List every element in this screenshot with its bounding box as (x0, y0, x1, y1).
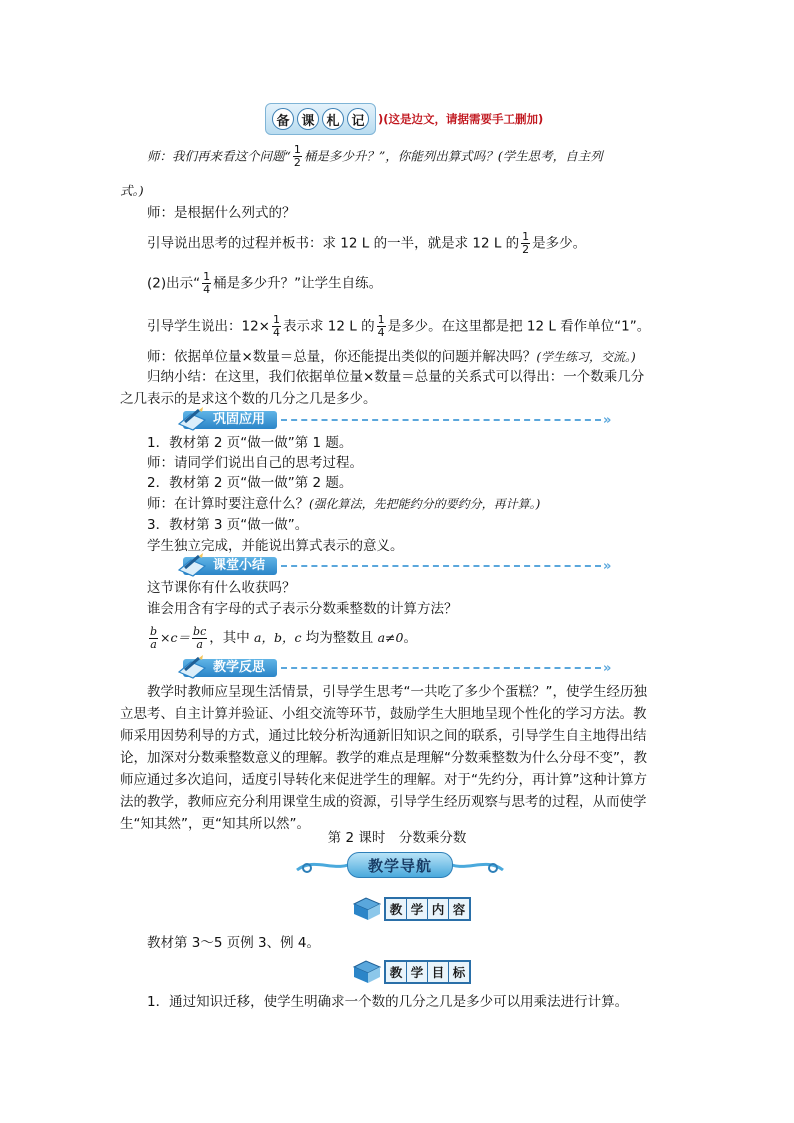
section-header-summary (183, 556, 611, 576)
section-title-text: 巩固应用 (213, 412, 266, 427)
text-line (147, 494, 654, 514)
section-title (183, 659, 277, 677)
text-line (147, 144, 654, 169)
double-chevron-icon: » (603, 660, 612, 676)
pencil-book-icon (177, 406, 207, 432)
fraction-numerator: bc (193, 624, 207, 638)
section-divider (281, 419, 601, 421)
banner-note: )(这是边文，请据需要手工删加) (378, 112, 544, 126)
section-divider (281, 565, 601, 567)
fraction (192, 626, 207, 651)
text-line (147, 314, 654, 339)
text-line: 师：请同学们说出自己的思考过程。 (147, 455, 363, 471)
section-divider (281, 667, 601, 669)
fraction (521, 231, 530, 256)
pencil-book-icon (177, 552, 207, 578)
fraction (149, 626, 158, 651)
text-segment: 均为整数且 (301, 630, 378, 646)
text-segment: 表示求 12 L 的 (283, 318, 375, 335)
text-line (147, 347, 654, 367)
text-line: 师：是根据什么列式的？ (147, 205, 296, 221)
heading-char: 教 (386, 962, 407, 982)
text-segment: 。 (403, 630, 417, 646)
reflection-paragraph: 教学时教师应呈现生活情景，引导学生思考“一共吃了多少个蛋糕？”，使学生经历独立思考、自主计算并验证、小组交流等环节，鼓励学生大胆地呈现个性化的学习方法。教师采用因势利导的方式，通过比较分析沟通新旧知识之间的联系，引导学生自主地得出结论，加深对分数乘整数意义的理解。教学的难点是理解“分数乘整数为什么分母不变”，教师应通过多次追问，适度引导转化来促进学生的理解。对于“先约分，再计算”这种计算方法的教学，教师应充分利用课堂生成的资源，引导学生经历观察与思考的过程，从而使学生“知其然”，更“知其所以然”。 (120, 684, 647, 832)
section-header-reflection (183, 658, 611, 678)
heading-char: 内 (428, 899, 449, 919)
text-line: 2．教材第 2 页“做一做”第 2 题。 (147, 475, 353, 491)
text-segment: 引导学生说出：12× (147, 318, 270, 335)
lesson-title: 第 2 课时 分数乘分数 (327, 830, 467, 846)
banner-char: 课 (297, 108, 319, 130)
fraction-numerator: b (150, 624, 158, 638)
text-line: 这节课你有什么收获吗？ (147, 580, 296, 596)
heading-box (384, 897, 471, 921)
text-line (120, 181, 654, 201)
fraction (293, 144, 302, 169)
heading-char: 学 (407, 962, 428, 982)
heading-char: 容 (452, 902, 466, 917)
text-line (147, 271, 654, 296)
text-segment: 桶是多少升？”，你能列出算式吗？(学生思考，自主列 (303, 148, 603, 164)
summary-paragraph: 归纳小结：在这里，我们依据单位量×数量＝总量的关系式可以得出：一个数乘几分之几表示的是求这个数的几分之几是多少。 (120, 369, 645, 407)
text-segment: 桶是多少升？”让学生自练。 (213, 275, 383, 292)
formula-segment: ×c＝ (160, 630, 191, 645)
text-segment: 是多少。 (532, 235, 587, 252)
fraction-numerator: 1 (377, 313, 385, 326)
heading-char: 教 (386, 899, 407, 919)
banner-char: 记 (347, 108, 369, 130)
teaching-navigation-title: 教学导航 (347, 852, 453, 878)
section-title-text: 课堂小结 (213, 558, 266, 573)
section-title (183, 557, 277, 575)
text-segment: ，其中 (209, 630, 255, 646)
fraction-denominator: 4 (377, 326, 385, 339)
section-header-consolidate (183, 410, 611, 430)
fraction-denominator: 2 (522, 243, 530, 256)
fraction (272, 314, 281, 339)
teaching-navigation-ribbon (295, 848, 505, 880)
text-line: 3．教材第 3 页“做一做”。 (147, 517, 309, 533)
fraction-numerator: 1 (203, 270, 211, 283)
teaching-note: (强化算法，先把能约分的要约分，再计算。) (309, 497, 541, 511)
fraction (377, 314, 386, 339)
formula-line (147, 625, 654, 651)
fraction-numerator: 1 (522, 230, 530, 243)
text-segment: 引导说出思考的过程并板书：求 12 L 的一半，就是求 12 L 的 (147, 235, 520, 252)
formula-variables: a，b，c (254, 630, 302, 645)
book-icon (352, 959, 382, 985)
student-activity-note: (学生练习，交流。) (536, 350, 636, 364)
text-segment: 式。) (120, 183, 144, 198)
double-chevron-icon: » (603, 558, 612, 574)
fraction-denominator: 4 (203, 283, 211, 296)
text-segment: 师：我们再来看这个问题“ (147, 148, 291, 164)
text-line (147, 231, 654, 256)
banner-char: 札 (322, 108, 344, 130)
heading-char: 学 (407, 899, 428, 919)
pencil-book-icon (177, 654, 207, 680)
book-icon (352, 896, 382, 922)
double-chevron-icon: » (603, 412, 612, 428)
section-title (183, 411, 277, 429)
fraction-numerator: 1 (293, 143, 301, 156)
fraction-denominator: 4 (273, 326, 280, 339)
fraction-denominator: a (196, 637, 203, 651)
lesson-notes-banner (265, 103, 543, 135)
text-line: 1．教材第 2 页“做一做”第 1 题。 (147, 435, 353, 451)
text-line: 1．通过知识迁移，使学生明确求一个数的几分之几是多少可以用乘法进行计算。 (147, 994, 629, 1010)
heading-box (384, 960, 471, 984)
text-line: 教材第 3～5 页例 3、例 4。 (147, 935, 321, 951)
heading-teaching-content (352, 896, 471, 922)
fraction-denominator: 2 (293, 156, 301, 169)
text-segment: 是多少。在这里都是把 12 L 看作单位“1”。 (387, 318, 651, 335)
text-line: 谁会用含有字母的式子表示分数乘整数的计算方法？ (147, 601, 458, 617)
heading-char: 目 (428, 962, 449, 982)
formula-condition: a≠0 (377, 630, 404, 645)
text-segment: (2)出示“ (147, 275, 201, 292)
text-segment: 师：在计算时要注意什么？ (147, 496, 309, 512)
heading-char: 标 (452, 965, 466, 980)
fraction-denominator: a (150, 637, 157, 651)
text-segment: 师：依据单位量×数量＝总量，你还能提出类似的问题并解决吗？ (147, 349, 537, 365)
banner-title (265, 103, 376, 135)
section-title-text: 教学反思 (213, 660, 266, 675)
fraction (202, 271, 211, 296)
heading-teaching-goals (352, 959, 471, 985)
banner-char: 备 (272, 108, 294, 130)
text-line: 学生独立完成，并能说出算式表示的意义。 (147, 538, 404, 554)
fraction-numerator: 1 (273, 313, 280, 326)
